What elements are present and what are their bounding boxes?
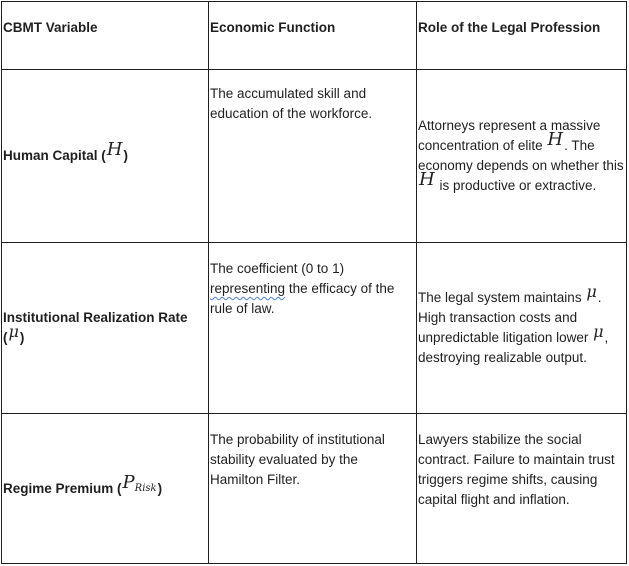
header-cbmt-variable: CBMT Variable <box>2 2 209 70</box>
cbmt-table <box>1 1 627 564</box>
math-symbol: H <box>547 129 564 150</box>
table-row <box>2 243 627 414</box>
math-symbol: $P_{Risk}$ <box>122 471 157 494</box>
header-legal-role: Role of the Legal Profession <box>417 2 627 70</box>
legal-role-cell: Attorneys represent a massive concentration of elite H. The economy depends on whether this H is productive or extractive. <box>417 70 627 243</box>
header-economic-function: Economic Function <box>209 2 417 70</box>
variable-cell: Regime Premium $(P_{Risk})$ <box>2 414 209 564</box>
variable-cell: Institutional Realization Rate (μ) <box>2 243 209 414</box>
economic-function-cell: The accumulated skill and education of the workforce. <box>209 70 417 243</box>
math-symbol: μ <box>8 322 19 341</box>
economic-function-cell: The coefficient (0 to 1) representing the efficacy of the rule of law. <box>209 243 417 414</box>
legal-role-cell: The legal system maintains μ. High transaction costs and unpredictable litigation lower μ, destroying realizable output. <box>417 243 627 414</box>
economic-function-cell: The probability of institutional stability evaluated by the Hamilton Filter. <box>209 414 417 564</box>
math-symbol: μ <box>593 322 604 341</box>
table-row <box>2 414 627 564</box>
header-row <box>2 2 627 70</box>
spellcheck-underline: representing <box>210 281 286 296</box>
math-symbol: H <box>106 139 123 160</box>
legal-role-cell: Lawyers stabilize the social contract. Failure to maintain trust triggers regime shifts, causing capital flight and inflation. <box>417 414 627 564</box>
variable-cell: Human Capital (H) <box>2 70 209 243</box>
math-symbol: μ <box>586 282 597 301</box>
table-row <box>2 70 627 243</box>
math-symbol: H <box>419 169 435 190</box>
